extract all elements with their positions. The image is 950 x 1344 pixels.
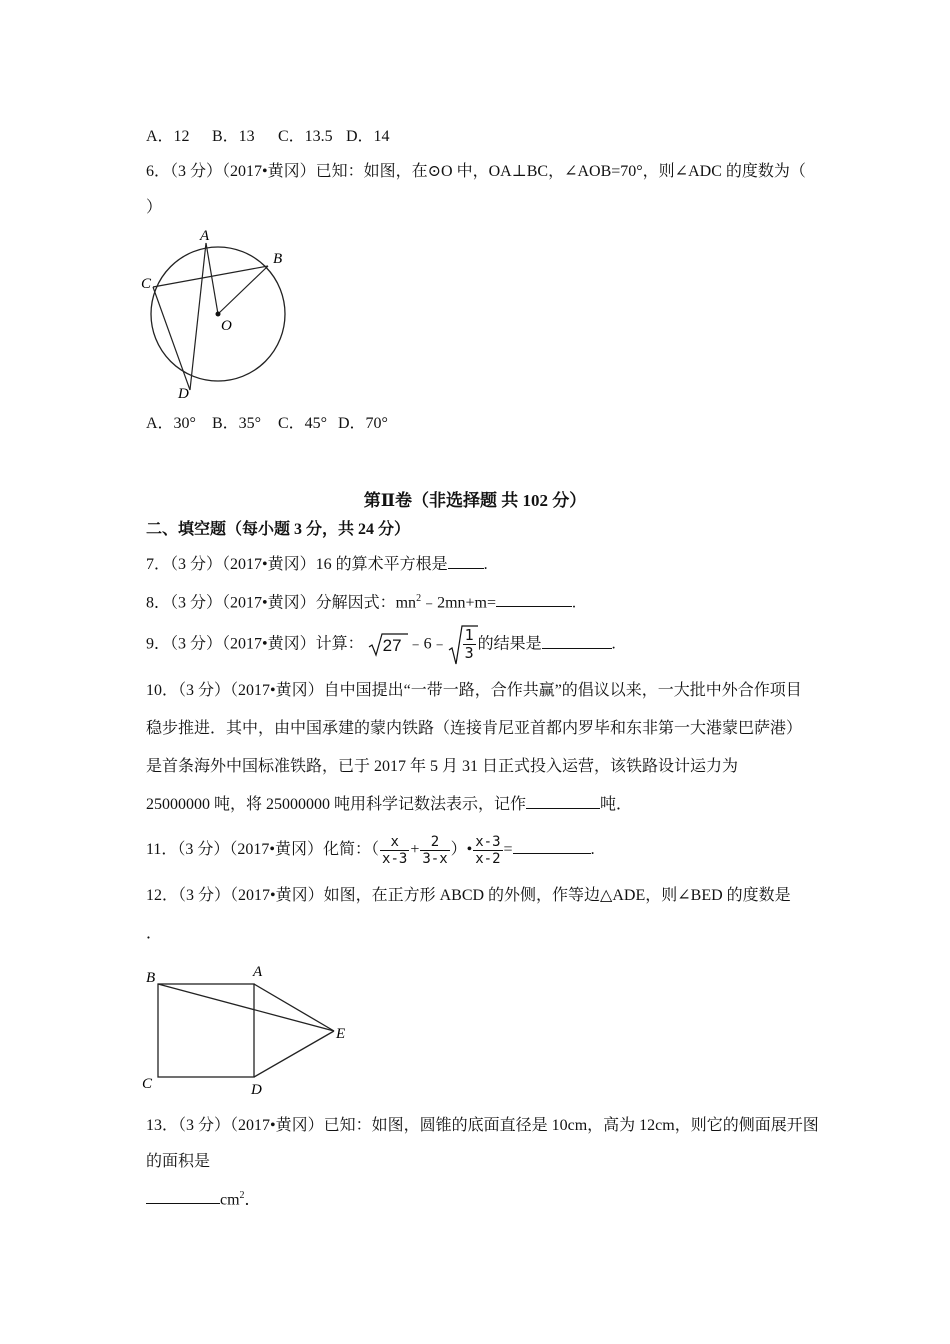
q11: 11．（3 分）（2017•黄冈）化简：（ $\frac{x}{x-3}$ + $\frac{2}{3-x}$ ）• $\frac{x-3}{x-2}$ = . bbox=[146, 833, 595, 867]
sqrt-one-third bbox=[448, 624, 478, 666]
q13-answer-blank bbox=[146, 1189, 220, 1204]
q9-tail: 的结果是 bbox=[477, 635, 542, 653]
denominator: 3-x bbox=[422, 850, 448, 867]
label-a: A bbox=[253, 964, 263, 980]
q13-unit: cm bbox=[220, 1191, 240, 1209]
q6-option-c: C．45° bbox=[278, 415, 328, 432]
q10-line4-end: 吨． bbox=[600, 796, 633, 813]
q6-circle-figure bbox=[138, 226, 298, 402]
q13-line3 bbox=[146, 1186, 261, 1210]
q6-option-d: D．70° bbox=[338, 415, 388, 432]
q7: 7．（3 分）（2017•黄冈）16 的算术平方根是 . bbox=[146, 556, 488, 573]
q8-rest: ﹣2mn+m= bbox=[421, 594, 497, 612]
label-c: C bbox=[142, 1076, 153, 1092]
numerator: 1 bbox=[464, 626, 474, 644]
radicand-27: 27 bbox=[382, 636, 402, 655]
q10-line2: 稳步推进．其中，由中国承建的蒙内铁路（连接肯尼亚首都内罗毕和东非第一大港蒙巴萨港） bbox=[146, 720, 803, 737]
label-a: A bbox=[200, 228, 210, 244]
q11-mid: ）• bbox=[450, 841, 473, 858]
q10-line4 bbox=[146, 794, 632, 815]
q5-option-c: C．13.5 bbox=[278, 128, 333, 145]
q7-text: 7．（3 分）（2017•黄冈）16 的算术平方根是 bbox=[146, 556, 448, 573]
q12-line2: ． bbox=[146, 925, 163, 942]
label-b: B bbox=[146, 970, 156, 986]
q13-line1: 13．（3 分）（2017•黄冈）已知：如图，圆锥的底面直径是 10cm，高为 12cm，则它的侧面展开图 bbox=[146, 1117, 819, 1134]
denominator: x-3 bbox=[382, 850, 408, 867]
q6-option-b: B．35° bbox=[212, 415, 262, 432]
numerator: x-3 bbox=[475, 833, 501, 850]
q5-option-b: B．13 bbox=[212, 128, 255, 145]
label-o: O bbox=[221, 318, 232, 334]
center-point-o bbox=[216, 312, 221, 317]
part2-title: 第Ⅱ卷（非选择题 共 102 分） bbox=[363, 491, 587, 510]
fraction-x-3-over-x-2 bbox=[473, 834, 502, 867]
q5-option-d: D．14 bbox=[346, 128, 390, 145]
q8: 8．（3 分）（2017•黄冈）分解因式：$mn^2﹣2mn+m=$ . bbox=[146, 593, 577, 612]
q8-superscript: 2 bbox=[416, 593, 422, 604]
label-b: B bbox=[273, 251, 283, 267]
label-e: E bbox=[336, 1026, 346, 1042]
q5-option-a: A．12 bbox=[146, 128, 190, 145]
q10-line3: 是首条海外中国标准铁路，已于 2017 年 5 月 31 日正式投入运营，该铁路设计运力为 bbox=[146, 758, 739, 775]
segment-ca bbox=[153, 287, 190, 390]
sqrt-27 bbox=[368, 632, 408, 658]
q6-stem: 6．（3 分）（2017•黄冈）已知：如图，在⊙O 中，OA⊥BC，∠AOB=70°，则∠ADC 的度数为（ bbox=[146, 163, 806, 180]
fraction-x-over-x-3 bbox=[380, 834, 409, 867]
q9-answer-blank bbox=[542, 634, 612, 649]
q6-options bbox=[146, 414, 388, 434]
q13-line2: 的面积是 bbox=[146, 1153, 211, 1170]
q10-line1: 10．（3 分）（2017•黄冈）自中国提出“一带一路，合作共赢”的倡议以来，一大批中外合作项目 bbox=[146, 682, 802, 699]
label-d: D bbox=[251, 1082, 262, 1098]
q8-answer-blank bbox=[496, 592, 572, 607]
q9: 9．（3 分）（2017•黄冈）计算： 27 ﹣6﹣ $\frac{1}{3}$ 的结果是 . bbox=[146, 624, 616, 666]
denominator: x-2 bbox=[475, 850, 501, 867]
denominator: 3 bbox=[464, 644, 474, 662]
q13-superscript: 2 bbox=[239, 1190, 245, 1201]
fraction-2-over-3-x bbox=[420, 834, 449, 867]
q6-stem-close: ） bbox=[146, 199, 163, 216]
q13-end: ． bbox=[244, 1191, 261, 1209]
q9-text: 9．（3 分）（2017•黄冈）计算： bbox=[146, 635, 364, 653]
plus-sign: + bbox=[410, 841, 420, 858]
segment-be bbox=[158, 984, 334, 1031]
equals-sign: = bbox=[503, 841, 513, 858]
segment-de bbox=[254, 1031, 334, 1077]
q12-square-figure bbox=[138, 958, 358, 1098]
q5-options bbox=[146, 127, 390, 147]
numerator: 2 bbox=[420, 834, 449, 851]
q10-line4-text: 25000000 吨，将 25000000 吨用科学记数法表示，记作 bbox=[146, 796, 527, 813]
section2-heading: 二、填空题（每小题 3 分，共 24 分） bbox=[146, 521, 411, 538]
fraction-one-third bbox=[463, 627, 476, 662]
segment-ad bbox=[190, 243, 206, 390]
q6-option-a: A．30° bbox=[146, 415, 196, 432]
square-abcd bbox=[158, 984, 254, 1077]
q11-text: 11．（3 分）（2017•黄冈）化简：（ bbox=[146, 841, 380, 858]
segment-ae bbox=[254, 984, 334, 1031]
q7-answer-blank bbox=[448, 554, 484, 569]
q12-line1: 12．（3 分）（2017•黄冈）如图，在正方形 ABCD 的外侧，作等边△ADE，则∠BED 的度数是 bbox=[146, 887, 791, 904]
label-d: D bbox=[178, 386, 189, 402]
q8-text: 8．（3 分）（2017•黄冈）分解因式：mn bbox=[146, 594, 417, 612]
numerator: x bbox=[380, 834, 409, 851]
label-c: C bbox=[141, 276, 152, 292]
segment-ao bbox=[206, 243, 218, 314]
q11-answer-blank bbox=[513, 839, 591, 854]
q10-answer-blank bbox=[526, 794, 600, 809]
q9-mid: ﹣6﹣ bbox=[407, 635, 448, 653]
